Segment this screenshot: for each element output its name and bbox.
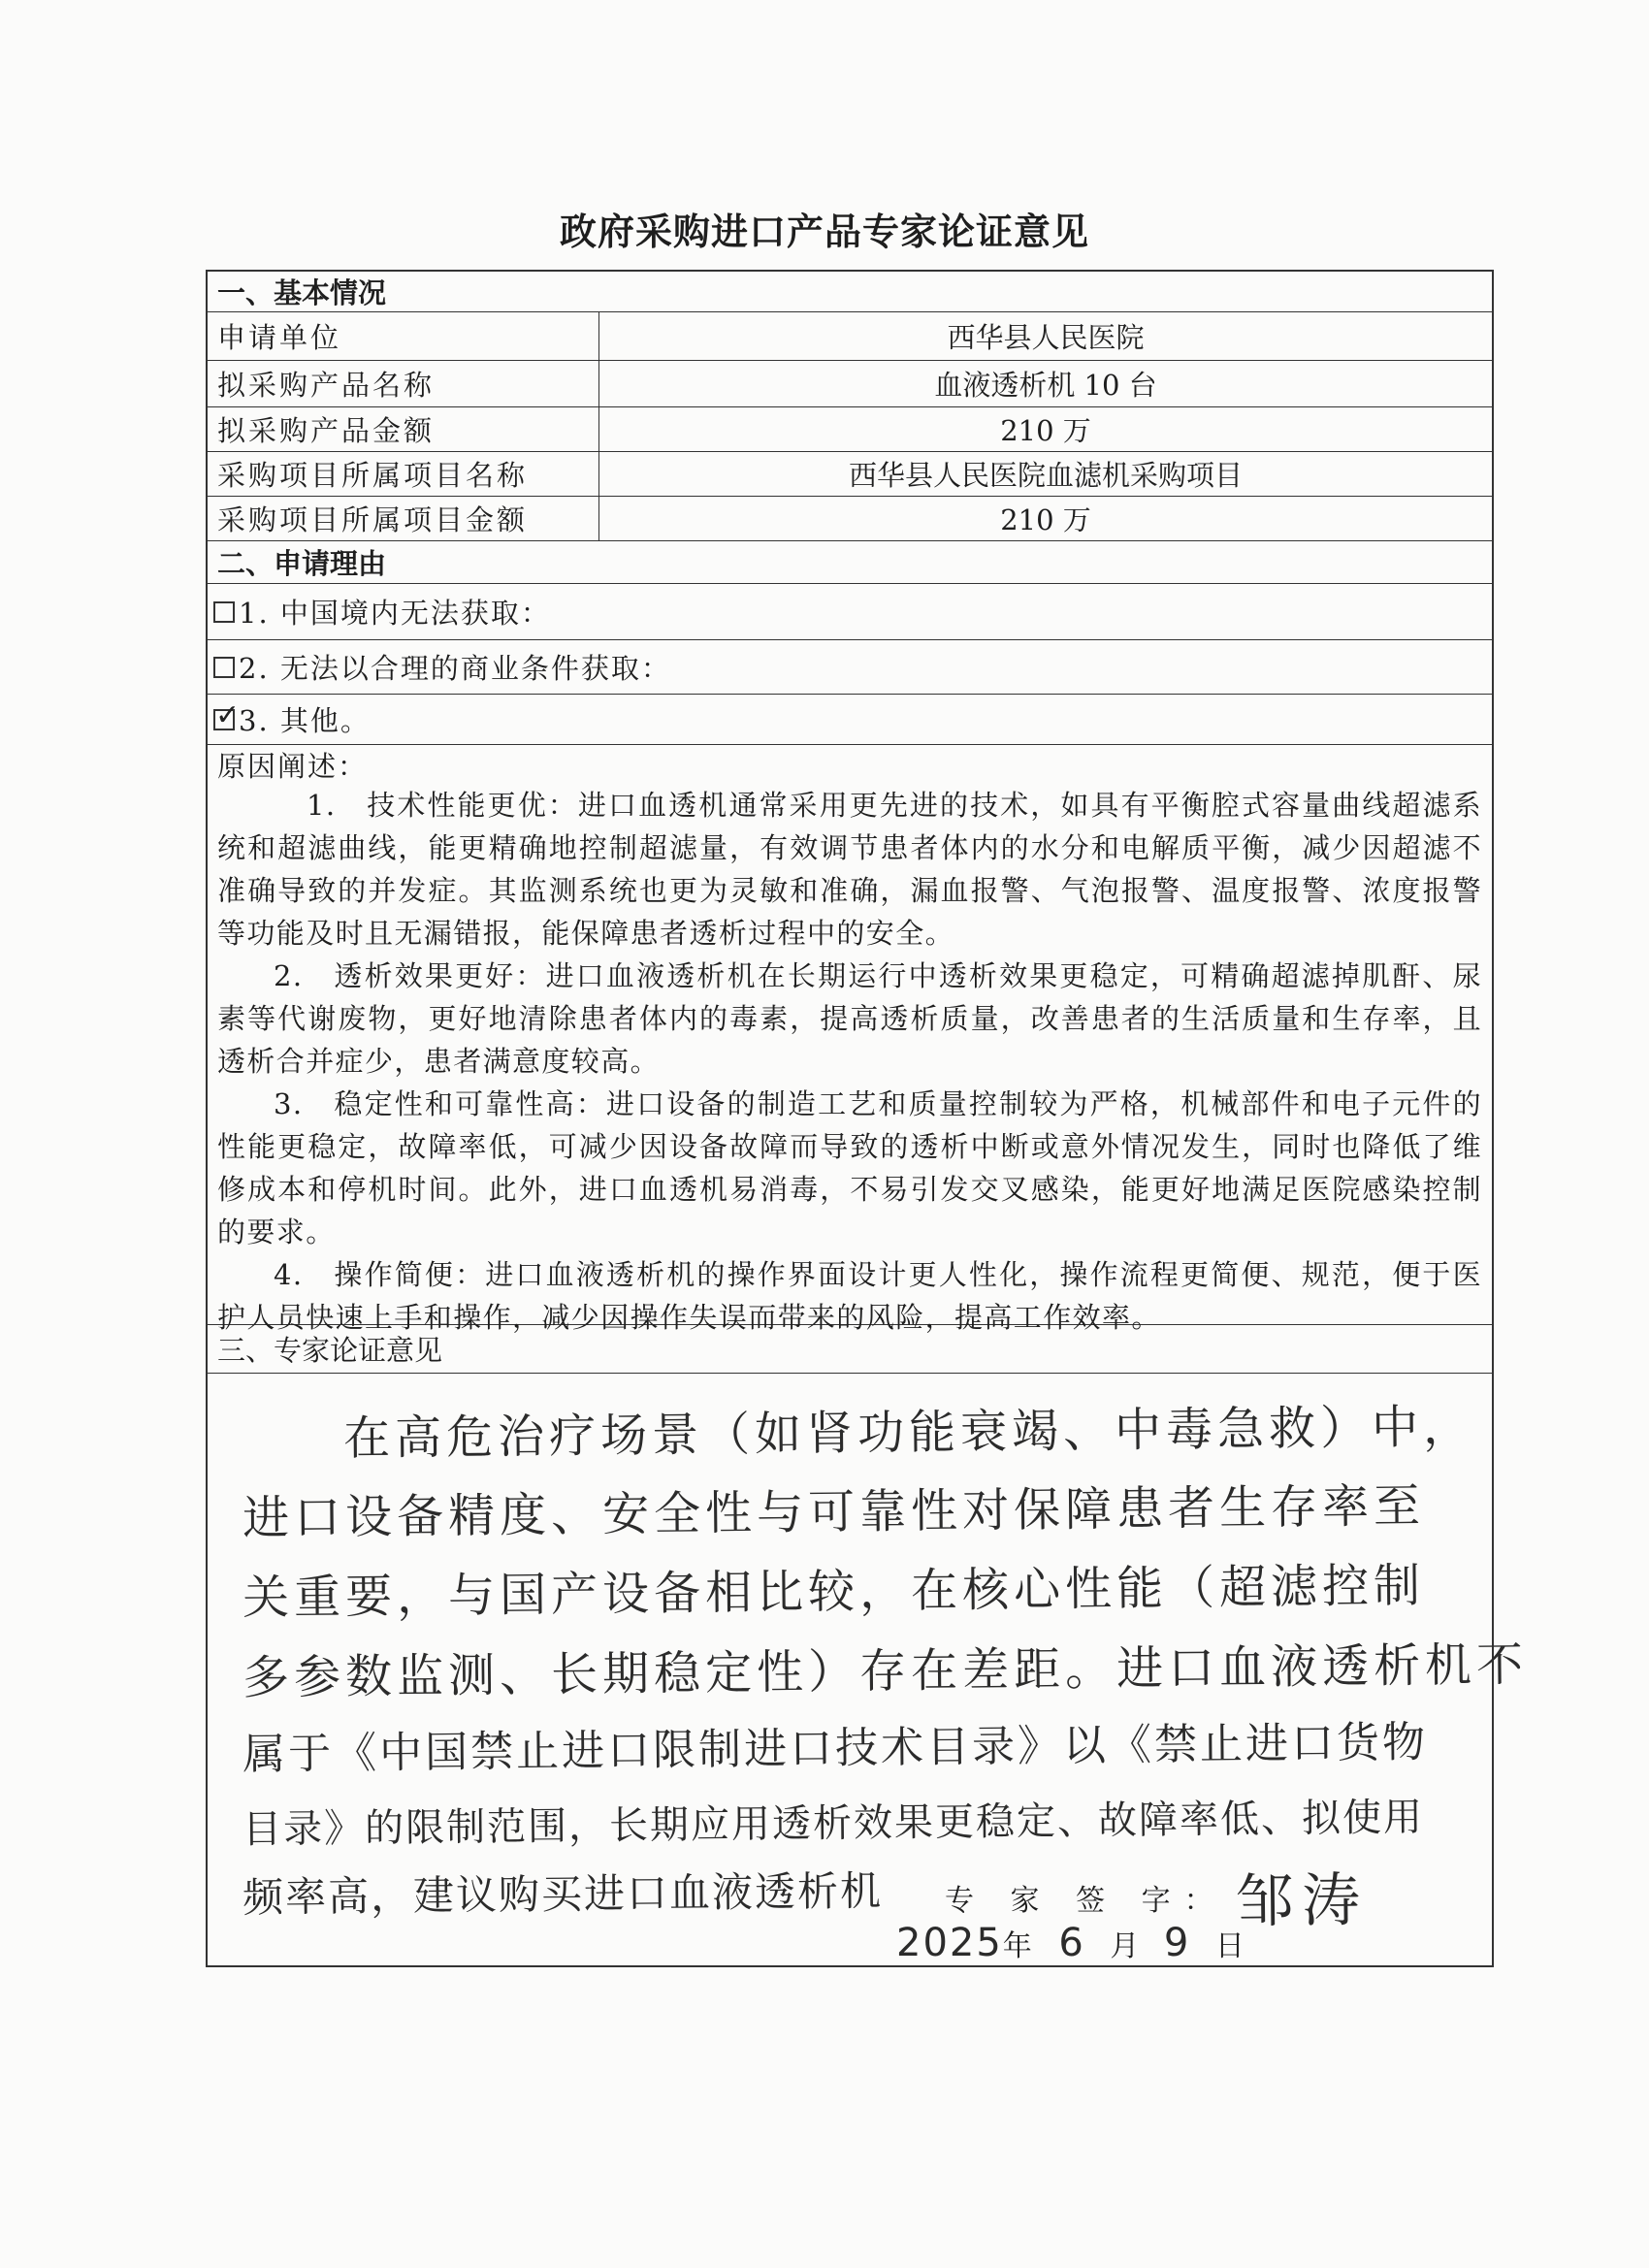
handwritten-line: 关重要，与国产设备相比较，在核心性能（超滤控制 — [242, 1558, 1426, 1626]
info-label: 采购项目所属项目名称 — [208, 452, 599, 496]
reason-option-3 — [208, 695, 1492, 745]
reason-paragraph-4: 4. 操作简便：进口血液透析机的操作界面设计更人性化，操作流程更简便、规范，便于医护人员快速上手和操作，减少因操作失误而带来的风险，提高工作效率。 — [217, 1258, 1482, 1334]
checkbox[interactable] — [213, 601, 235, 623]
date-day-unit: 日 — [1214, 1929, 1246, 1963]
reason-paragraph-2: 2. 透析效果更好：进口血液透析机在长期运行中透析效果更稳定，可精确超滤掉肌酐、尿素等代谢废物，更好地清除患者体内的毒素，提高透析质量，改善患者的生活质量和生存率，且透析合并症少，患者满意度较高。 — [217, 959, 1482, 1078]
section1-heading: 一、基本情况 — [208, 272, 1492, 312]
expert-signature: 邹涛 — [1235, 1866, 1369, 1936]
handwritten-line: 属于《中国禁止进口限制进口技术目录》以《禁止进口货物 — [242, 1717, 1429, 1780]
date-year-unit: 年 — [1002, 1929, 1034, 1963]
date-year: 2025 — [896, 1921, 1003, 1965]
info-row-project-amount — [208, 497, 1492, 541]
reason-label: 原因阐述： — [217, 750, 369, 783]
info-row-product-name — [208, 361, 1492, 407]
page-title: 政府采购进口产品专家论证意见 — [559, 210, 1089, 253]
info-value: 西华县人民医院 — [947, 321, 1145, 354]
reason-paragraph-1: 1. 技术性能更优：进口血透机通常采用更先进的技术，如具有平衡腔式容量曲线超滤系统和超滤曲线，能更精确地控制超滤量，有效调节患者体内的水分和电解质平衡，减少因超滤不准确导致的并发症。其监测系统也更为灵敏和准确，漏血报警、气泡报警、温度报警、浓度报警等功能及时且无漏错报，能保障患者透析过程中的安全。 — [217, 789, 1482, 950]
reason-option-2 — [208, 640, 1492, 695]
section3-heading: 三、专家论证意见 — [208, 1325, 1492, 1374]
date-day: 9 — [1163, 1921, 1191, 1965]
handwritten-line: 多参数监测、长期稳定性）存在差距。进口血液透析机不 — [242, 1637, 1529, 1705]
info-value: 西华县人民医院血滤机采购项目 — [848, 459, 1243, 492]
date-month: 6 — [1058, 1921, 1085, 1965]
info-label: 拟采购产品金额 — [208, 407, 599, 451]
reason-option-1 — [208, 584, 1492, 640]
checkbox-checked[interactable] — [213, 697, 242, 732]
info-label: 采购项目所属项目金额 — [208, 497, 599, 540]
info-label: 申请单位 — [208, 312, 599, 360]
info-value: 210 万 — [1000, 414, 1091, 447]
info-label: 拟采购产品名称 — [208, 361, 599, 406]
checkmark-icon: ✓ — [215, 697, 242, 732]
date-month-unit: 月 — [1110, 1929, 1142, 1963]
info-value: 210 万 — [1000, 503, 1091, 536]
reason-paragraph-3: 3. 稳定性和可靠性高：进口设备的制造工艺和质量控制较为严格，机械部件和电子元件的性能更稳定，故障率低，可减少因设备故障而导致的透析中断或意外情况发生，同时也降低了维修成本和停机时间。此外，进口血透机易消毒，不易引发交叉感染，能更好地满足医院感染控制的要求。 — [217, 1087, 1482, 1248]
section2-heading: 二、申请理由 — [208, 541, 1492, 584]
signature-label: 专 家 签 字： — [945, 1884, 1227, 1918]
info-row-applicant — [208, 312, 1492, 361]
option-label: 2. 无法以合理的商业条件获取： — [239, 652, 671, 685]
info-row-project-name — [208, 452, 1492, 497]
info-value: 血液透析机 10 台 — [934, 369, 1157, 402]
handwritten-line: 频率高，建议购买进口血液透析机 — [242, 1866, 884, 1922]
checkbox[interactable] — [213, 657, 235, 678]
option-label: 1. 中国境内无法获取： — [239, 597, 551, 630]
handwritten-line: 在高危治疗场景（如肾功能衰竭、中毒急救）中， — [342, 1399, 1475, 1467]
handwritten-line: 进口设备精度、安全性与可靠性对保障患者生存率至 — [242, 1478, 1426, 1546]
reason-explanation — [208, 745, 1492, 1334]
form-table — [206, 270, 1529, 1967]
info-row-product-amount — [208, 407, 1492, 452]
sign-date — [896, 1921, 1246, 1965]
option-label: 3. 其他。 — [239, 704, 371, 737]
handwritten-line: 目录》的限制范围，长期应用透析效果更稳定、故障率低、拟使用 — [242, 1795, 1425, 1853]
